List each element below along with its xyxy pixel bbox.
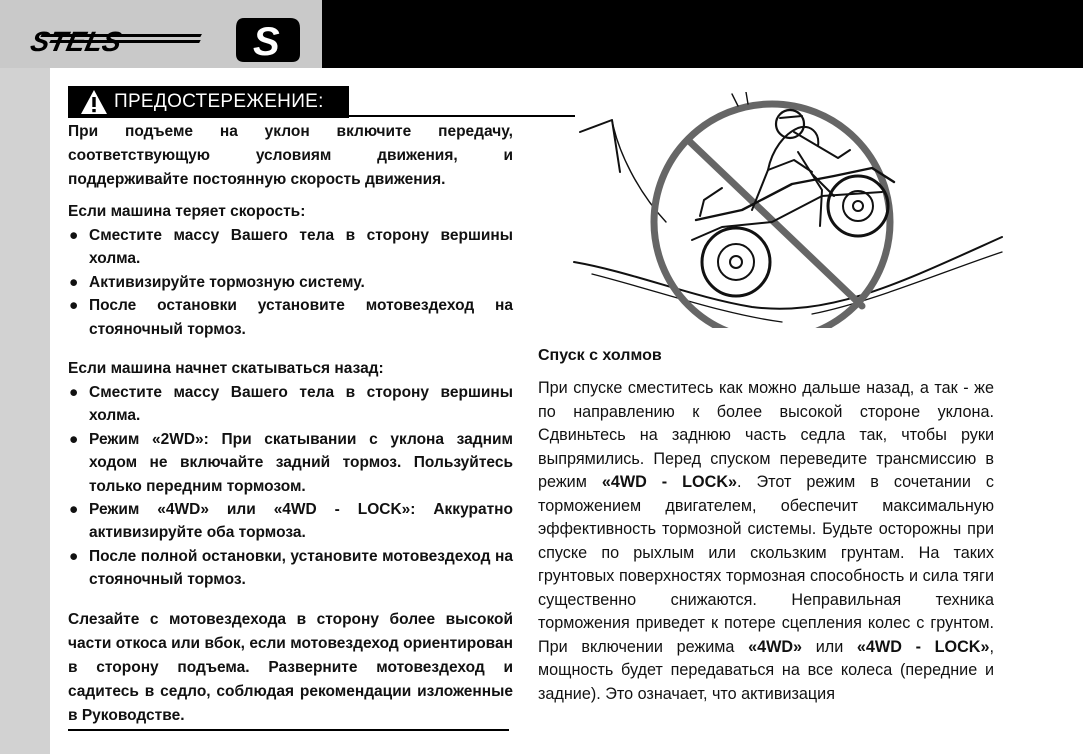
mode-4wd-lock-2: «4WD - LOCK» — [856, 637, 990, 656]
list-item: ● Режим «2WD»: При скатывании с уклона задним ходом не включайте задний тормоз. Пользуйтесь только передним тормозом. — [69, 430, 513, 495]
stels-logo-icon — [0, 0, 322, 68]
warning-header — [68, 86, 513, 120]
list-item: ● Сместите массу Вашего тела в сторону вершины холма. — [69, 384, 513, 425]
mode-4wd-lock: «4WD - LOCK» — [601, 473, 738, 491]
bottom-rule — [68, 729, 509, 731]
dismount-paragraph: Слезайте с мотовездехода в сторону более высокой части откоса или вбок, если мотовездеход ориентирован в сторону подъема. Разверните мотовездеход и садитесь в седло, соблюдая рекомендации изложенные в Руководстве. — [68, 610, 513, 724]
speed-loss-title: Если машина теряет скорость: — [68, 203, 306, 220]
rollback-list — [68, 381, 513, 592]
list-item: ● После полной остановки, установите мотовездеход на стояночный тормоз. — [69, 547, 513, 589]
page-header — [0, 0, 1083, 68]
rollback-title: Если машина начнет скатываться назад: — [68, 360, 384, 378]
brand-letter: S — [253, 20, 280, 64]
list-item: ● Сместите массу Вашего тела в сторону вершины холма. — [69, 227, 513, 268]
brand-wordmark: STELS — [27, 25, 125, 57]
list-item: ● Активизируйте тормозную систему. — [69, 273, 365, 291]
warning-triangle-icon — [80, 89, 108, 115]
list-item: ● После остановки установите мотовездеход на стояночный тормоз. — [69, 297, 513, 338]
warning-title: ПРЕДОСТЕРЕЖЕНИЕ: — [114, 91, 324, 112]
list-item: ● Режим «4WD» или «4WD - LOCK»: Аккуратно активизируйте оба тормоза. — [69, 501, 513, 542]
brand-logo — [0, 0, 322, 68]
left-margin-strip — [0, 68, 50, 754]
left-column — [68, 86, 513, 731]
warning-rule — [349, 115, 575, 117]
speed-loss-list — [68, 224, 513, 341]
mode-4wd: «4WD» — [748, 637, 803, 656]
warning-label — [68, 86, 349, 118]
right-column — [538, 344, 994, 706]
warning-intro: При подъеме на уклон включите передачу, соответствующую условиям движения, и поддерживайте постоянную скорость движения. — [68, 123, 513, 188]
atv-on-slope-prohibited-illustration — [572, 92, 1004, 328]
descent-title: Спуск с холмов — [538, 347, 662, 364]
descent-paragraph: При спуске сместитесь как можно дальше назад, а так - же по направлению к более высокой стороне уклона. Сдвиньтесь на заднюю часть седла так, чтобы руки выпрямились. Перед спуском переведите трансмиссию в режим «4WD - LOCK». Этот режим в сочетании с торможением двигателем, обеспечит максимальную эффективность тормозной системы. Будьте осторожны при спуске по рыхлым или скользким грунтам. На таких грунтовых поверхностях тормозная способность и сила тяги существенно снижаются. Неправильная техника торможения приведет к потере сцепления колес с грунтом. При включении режима «4WD» или «4WD - LOCK», мощность будет передаваться на все колеса (передние и задние). Это означает, что активизация — [538, 379, 994, 703]
